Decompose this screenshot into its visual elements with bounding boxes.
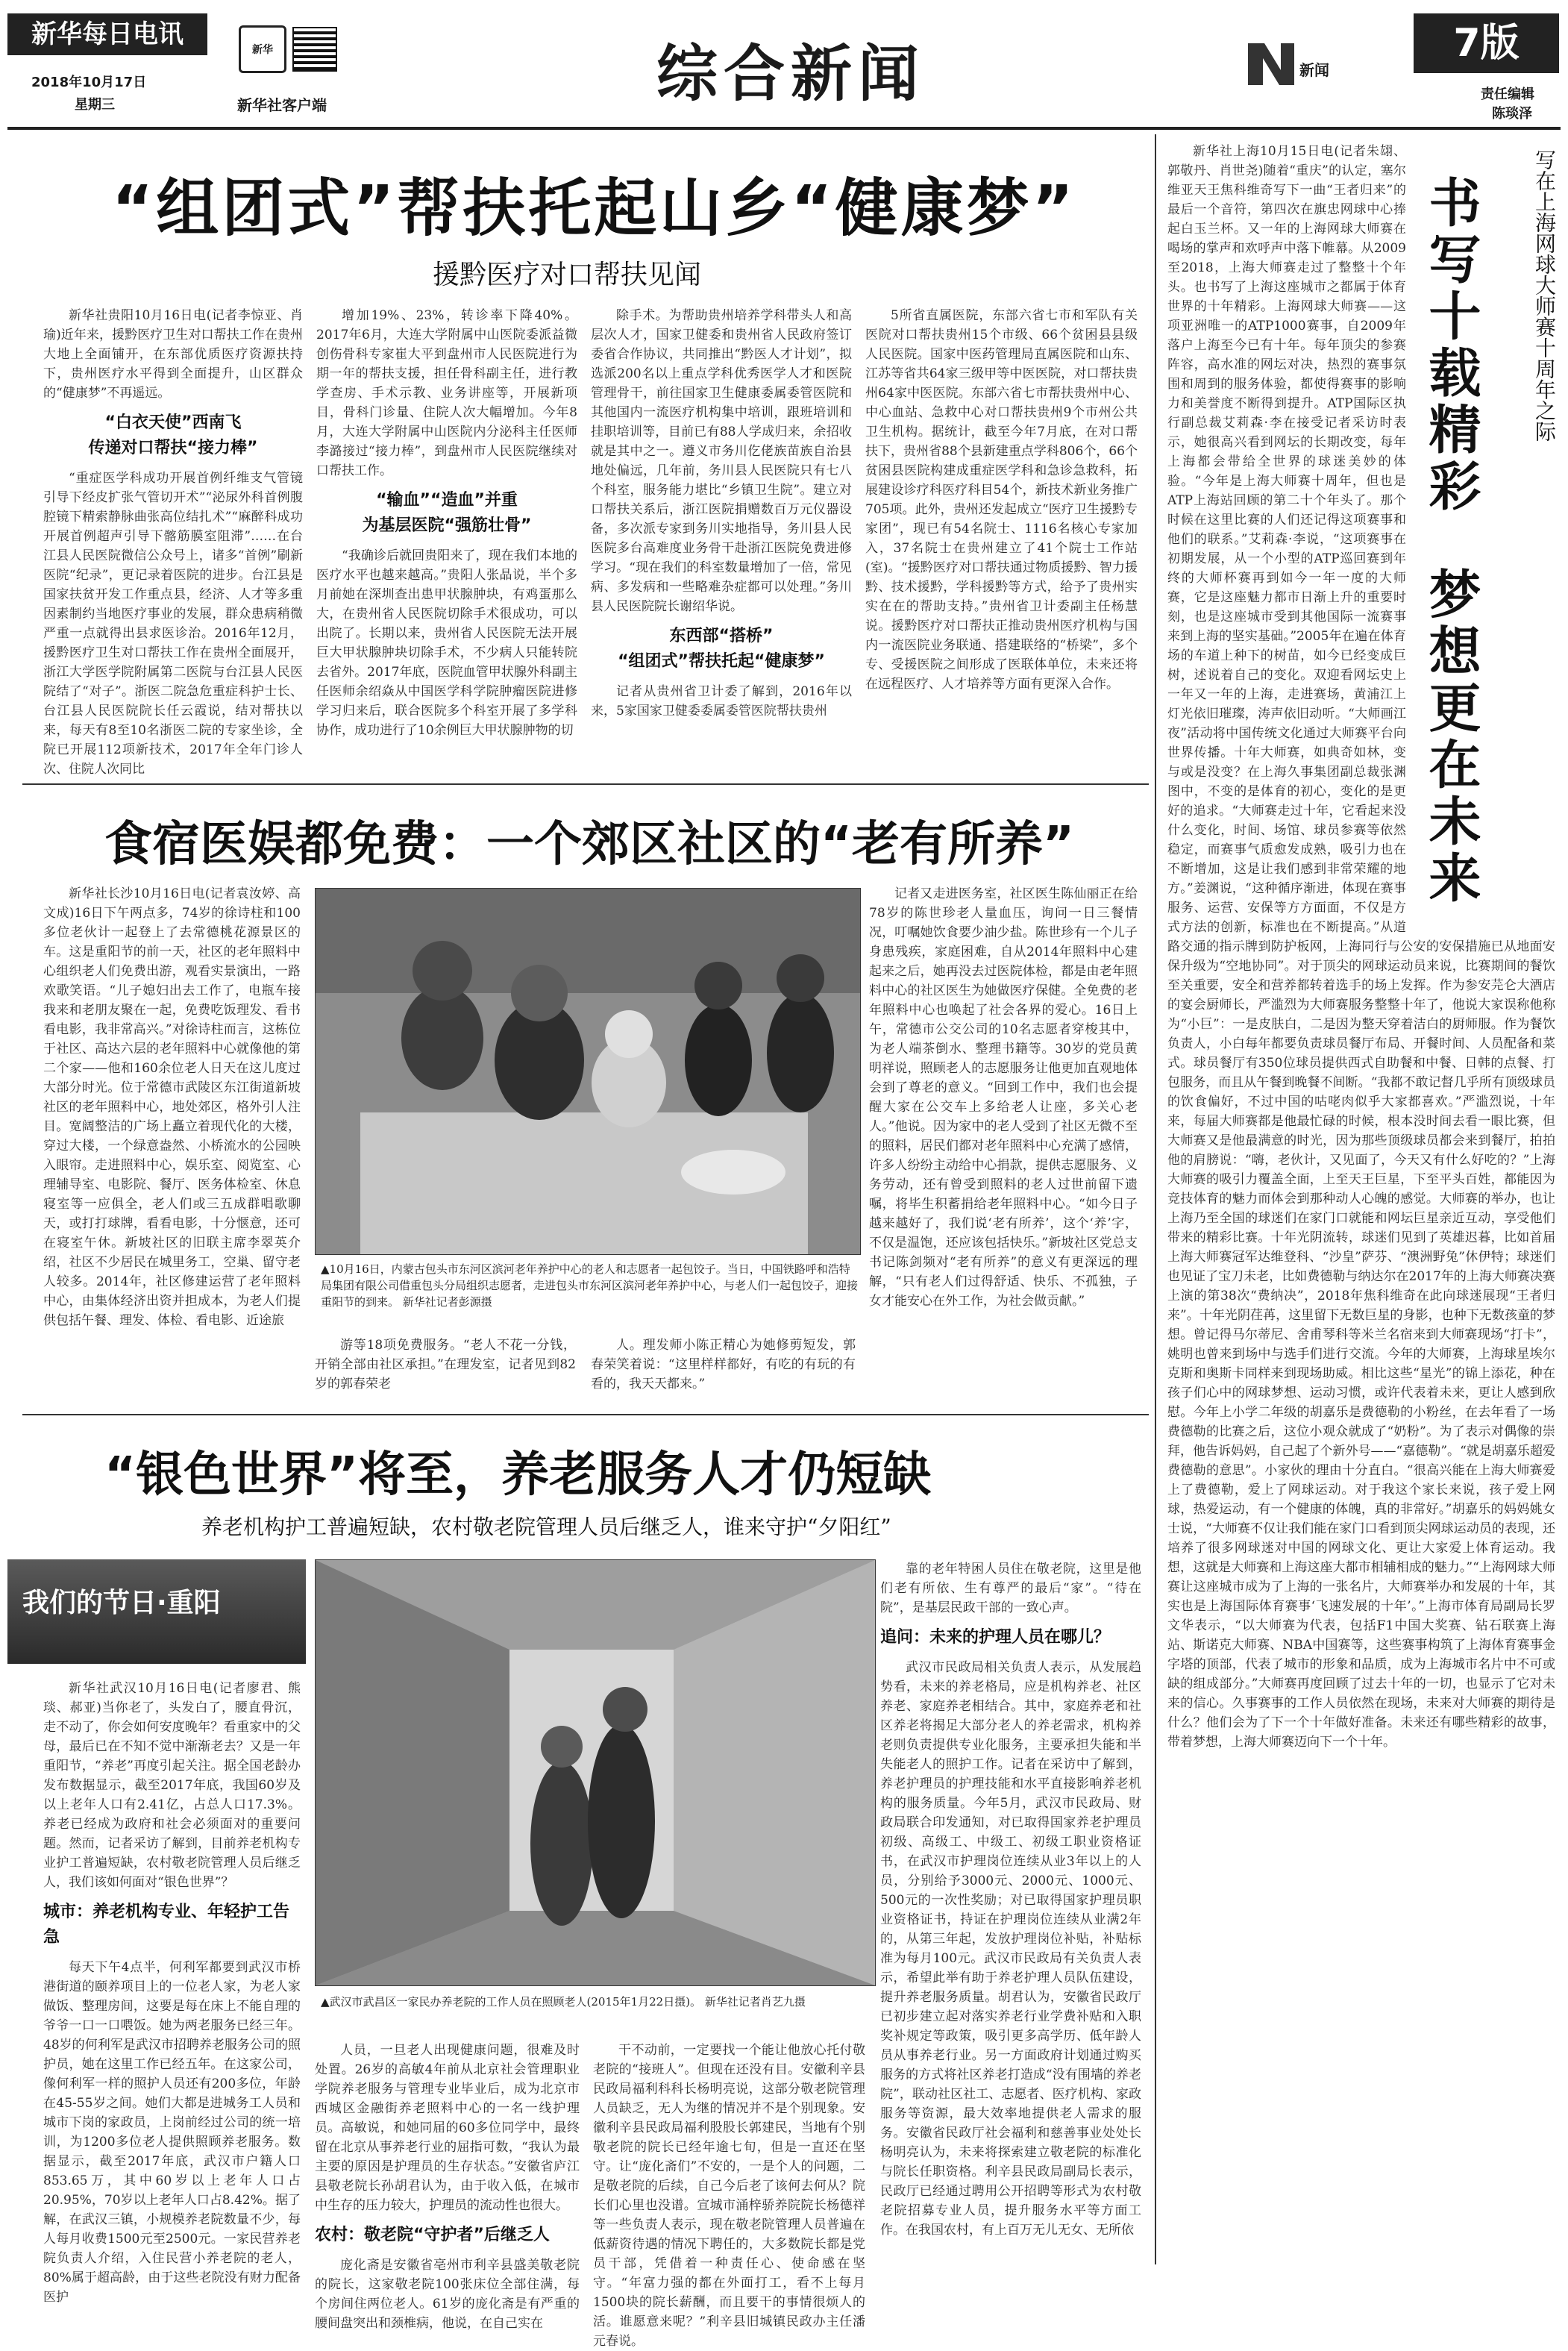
article2-col2 bbox=[315, 1336, 576, 1399]
article1-col2-body: 增加19%、23%，转诊率下降40%。2017年6月，大连大学附属中山医院委派益微创伤骨科专家崔大平到盘州市人民医院进行为期一年的帮扶支援，担任骨科副主任，进行教学查房、手术示教、业务讲座等，开展新项目，骨科门诊量、住院人次大幅增加。今年8月，大连大学附属中山医院内分泌科主任医师李潞接过“接力棒”，到盘州市人民医院继续对口帮扶工作。 bbox=[316, 308, 577, 478]
article3-subhead3: 追问：未来的护理人员在哪儿？ bbox=[880, 1628, 1111, 1647]
article1-col3-body: 除手术。为帮助贵州培养学科带头人和高层次人才，国家卫健委和贵州省人民政府签订委省合作协议，共同推出“黔医人才计划”，拟选派200名以上重点学科优秀医学人才和医院管理骨干，前往国家卫生健康委属委管医院和其他国内一流医疗机构集中培训，跟班培训和挂职培训等，目前已有88人学成归来，余招收就是其中之一。遵义市务川仡佬族苗族自治县地处偏远，几年前，务川县人民医院只有七八个科室，服务能力堪比“乡镇卫生院”。建立对口帮扶关系后，浙江医院捐赠数百万元仪器设备，多次派专家到务川实地指导，务川县人民医院多台高难度业务骨干赴浙江医院免费进修学习。“现在我们的科室数量增加了一倍，常见病、多发病和一些略难杂症都可以处理。”务川县人民医院院长谢绍华说。 bbox=[591, 308, 852, 614]
article1-divider bbox=[22, 783, 1149, 785]
article1-subhead3: 东西部“搭桥” “组团式”帮扶托起“健康梦” bbox=[618, 627, 825, 671]
article3-col3 bbox=[593, 2041, 865, 2349]
article3-col1-body: 每天下午4点半，何利军都要到武汉市桥港街道的颐养项目上的一位老人家，为老人家做饭、整理房间，这要是每在床上不能自理的爷爷一口一口喂饭。她为两老服务已经三年。48岁的何利军是武汉市招聘养老服务公司的照护员，她在这里工作已经五年。在这家公司，像何利军一样的照护人员还有200多位，年龄在45-55岁之间。她们大都是进城务工人员和城市下岗的家政员，上岗前经过公司的统一培训，为1200多位老人提供照顾养老服务。数据显示，截至2017年底，武汉市户籍人口853.65万，其中60岁以上老年人口占20.95%，70岁以上老年人口占8.42%。据了解，在武汉三镇，小规模养老院数量不少，每人每月收费1500元至2500元。一家民营养老院负责人介绍，入住民营小养老院的老人，80%属于超高龄，由于这些老院没有财力配备医护 bbox=[43, 1960, 301, 2305]
article1-col1-body: “重症医学科成功开展首例纤维支气管镜引导下经皮扩张气管切开术”“泌尿外科首例腹腔镜下精索静脉曲张高位结扎术”“麻醉科成功开展首例超声引导下髂筋膜室阻滞”……在台江县人民医院微信公众号上，诸多“首例”刷新医院“纪录”，更记录着医院的进步。台江县是国家扶贫开发工作重点县，经济、人才等多重因素制约当地医疗事业的发展，群众患病稍微严重一点就得出县求医诊治。2016年12月，援黔医疗卫生对口帮扶工作在贵州全面展开，浙江大学医学院附属第二医院与台江县人民医院结了“对子”。浙医二院急危重症科护士长、台江县人民医院院长任云霞说，结对帮扶以来，每天有8至10名浙医二院的专家坐诊，全院已开展112项新技术，2017年全年门诊人次、住院人次同比 bbox=[43, 471, 303, 777]
article1-subhead1: “白衣天使”西南飞 传递对口帮扶“接力棒” bbox=[88, 413, 258, 457]
article2-col3 bbox=[591, 1336, 856, 1399]
article2-col4 bbox=[869, 884, 1138, 1399]
article3-col3-body: 干不动前，一定要找一个能让他放心托付敬老院的“接班人”。但现在还没有目。安徽利辛县民政局福利科科长杨明亮说，这部分敬老院管理人员缺乏，无人为继的情况并不是个别现象。安徽利辛县民政局福利股股长郭建民，当地有个别敬老院的院长已经年逾七旬，但是一直还在坚守。让“庞化斋们”不安的，一是个人的问题，二是敬老院的后续，自己今后老了该何去何从？院长们心里也没谱。宣城市涌梓骄养院院长杨德祥等一些负责人表示，现在敬老院管理人员普遍在低薪资待遇的情况下聘任的，大多数院长都是党员干部，凭借着一种责任心、使命感在坚守。“年富力强的都在外面打工，看不上每月1500块的院长薪酬，而且要干的事情很烦人的活。谁愿意来呢？”利辛县旧城镇民政办主任潘元春说。 bbox=[593, 2043, 865, 2349]
article3-col1 bbox=[43, 1679, 301, 2305]
article1-col3-body2: 记者从贵州省卫计委了解到，2016年以来，5家国家卫健委委属委管医院帮扶贵州 bbox=[591, 684, 852, 719]
article4-body-text: 新华社上海10月15日电(记者朱翃、郭敬丹、肖世尧)随着“重庆”的认定，塞尔维亚天王焦科维奇写下一曲“王者归来”的最后一个音符，第四次在旗忠网球中心捧起白玉兰杯。又一年的上海网球大师赛在喝场的掌声和欢呼声中落下帷幕。从2009至2018，上海大师赛走过了整整十个年头。也书写了上海这座城市之都属于体育世界的十年精彩。上海网球大师赛——这项亚洲唯一的ATP1000赛事，自2009年落户上海至今已有十年。每年顶尖的参赛阵容，高水准的网坛对决，热烈的赛事氛围和周到的服务体验，都使得赛事的影响力和美誉度不断得到提升。ATP国际区执行副总裁艾莉森·李在接受记者采访时表示，她很高兴看到网坛的长期改变，每年上海都会带给全世界的球迷美妙的体验。“今年是上海大师赛十周年，但也是ATP上海站回顾的第二十个年头了。那个时候在这里比赛的人们还记得这项赛事和他们的联系。”艾莉森·李说，“这项赛事在初期发展，从一个小型的ATP巡回赛到年终的大师杯赛再到如今一年一度的大师赛，它是这座魅力都市日渐上升的重要时刻，也是这座城市受到其他国际一流赛事来到上海的坚实基础。”2005年在遍在体育场的车道上种下的树苗，如今已经变成巨树，述说着自己的变化。双迎看网坛史上一年又一年的上海，走进赛场，黄浦江上灯光依旧璀璨，涛声依旧动听。“大师画江夜”活动将中国传统文化通过大师赛平台向世界传播。十年大师赛，如典奇如林，变与或是没变？在上海久事集团副总裁张渊图中，不变的是体育的初心，变化的是更好的追求。“大师赛走过十年，它看起来没什么变化，时间、场馆、球员参赛等依然稳定，而赛事气质愈发成熟，吸引力也在不断增加，这是让我们感到非常荣耀的地方。”姜渊说，“这种循序渐进，体现在赛事服务、运营、安保等方方面面，不仅是方式方法的创新，标准也在不断提高。”从道路交通的指示牌到防护板网，上海同行与公安的安保措施已从地面安保升级为“空地协同”。对于顶尖的网球运动员来说，比赛期间的餐饮至关重要，安全和营养都转着选手的场上发挥。作为参安芫仑大酒店的宴会厨师长，严滥烈为大师赛服务整整十年了，他说大家误称他称为“小巨”：一是皮肤白，二是因为整天穿着洁白的厨师服。作为餐饮负责人，小白每年都要负责球员餐厅布局、开餐时间、人员配备和菜式。球员餐厅有350位球员提供西式自助餐和中餐、日韩的点餐、打包服务，而且从午餐到晚餐不间断。“我都不敢记督几乎所有顶级球员的饮食偏好，不过中国的咕咾肉似乎大家都喜欢。”严滥烈说，十年来，每届大师赛都是他最忙碌的时候，根本没时间去看一眼比赛，但大师赛又是他最满意的时光，因为那些顶级球员都会来到餐厅，拍拍他的肩膀说：“嗨，老伙计，又见面了，今天又有什么好吃的？”上海大师赛的吸引力覆盖全面，上至天王巨星，下至平头百姓，都能因为竞技体育的魅力而体会到那种动人心魄的感觉。大师赛的举办，也让上海乃至全国的球迷们在家门口就能和网坛巨星亲近互动，享受他们带来的精彩比赛。十年光阴流转，球迷们见到了英雄迟暮，比如首届上海大师赛冠军达维登科、“沙皇”萨芬、“澳洲野兔”休伊特；球迷们也见证了宝刀未老，比如费德勒与纳达尔在2017年的上海大师赛决赛上演的第38次“费纳决”，2018年焦科维奇在此向球迷展现“王者归来”。十年光阴荏苒，这里留下无数巨星的身影，也种下无数孩童的梦想。曾记得马尔蒂尼、舍甫琴科等米兰名宿来到大师赛现场“打卡”，姚明也曾来到场中与选手们进行交流。今年的大师赛，上海球星埃尔克斯和奥斯卡同样来到现场助威。相比这些“星光”的锦上添花，种在孩子们心中的网球梦想、运动习惯，或许代表着未来，更让人感到欣慰。今年上小学二年级的胡嘉乐是费德勒的小粉丝，在去年看了一场费德勒的比赛之后，这位小观众就成了“奶粉”。为了表示对偶像的崇拜，他告诉妈妈，自己起了个新外号——“嘉德勒”。“就是胡嘉乐超爱费德勒的意思”。小家伙的理由十分直白。“很高兴能在上海大师赛爱上了费德勒，爱上了网球运动。对于我这个家长来说，孩子爱上网球，热爱运动，有一个健康的体魄，真的非常好。”胡嘉乐的妈妈姚女士说，“大师赛不仅让我们能在家门口看到顶尖网球运动员的表现，还培养了很多网球迷对中国的网球文化、更让大家爱上体育运动。我想，这就是大师赛和上海这座大都市相辅相成的魅力。”“上海网球大师赛让这座城市成为了上海的一张名片，大师赛举办和发展的十年，其实也是上海国际体育赛事‘飞速发展的十年’。”上海市体育局副局长罗文华表示，“以大师赛为代表，包括F1中国大奖赛、钻石联赛上海站、斯诺克大师赛、NBA中国赛等，这些赛事构筑了上海体育赛事金字塔的顶部，代表了城市的形象和品质，成为上海城市名片中不可或缺的组成部分。”大师赛再度回顾了过去十年的一切，也显示了它对未来的信心。久事赛事的工作人员依然在现场，未来对大师赛的期待是什么？他们会为了下一个十年做好准备。未来还有哪些精彩的故事，带着梦想，上海大师赛迈向下一个十年。 bbox=[1167, 144, 1555, 1750]
article2-divider bbox=[22, 1414, 1149, 1415]
article2-title: 食宿医娱都免费：一个郊区社区的“老有所养” bbox=[104, 817, 1075, 872]
client-label: 新华社客户端 bbox=[237, 96, 327, 114]
dumpling-photo-art bbox=[316, 889, 860, 1254]
article4-body-text-wrap bbox=[1406, 142, 1555, 925]
issue-weekday: 星期三 bbox=[75, 97, 115, 113]
article2-col2-body: 游等18项免费服务。“老人不花一分钱，开销全部由社区承担。”在理发室，记者见到82岁的郭春荣老 bbox=[315, 1338, 576, 1391]
masthead-rule bbox=[7, 127, 1561, 130]
festival-banner-text: 我们的节日·重阳 bbox=[22, 1588, 221, 1618]
article1-col3 bbox=[591, 306, 852, 768]
article4-title-part2: 梦想更在未来 bbox=[1420, 567, 1481, 907]
article3-col4-body: 靠的老年特困人员住在敬老院，这里是他们老有所依、生有尊严的最后“家”。“待在院”，是基层民政干部的一致心声。 bbox=[880, 1562, 1141, 1615]
issue-date: 2018年10月17日 bbox=[31, 75, 147, 90]
news-logo-icon bbox=[1242, 33, 1302, 93]
editor-name: 陈琰泽 bbox=[1492, 106, 1532, 122]
article3-subtitle: 养老机构护工普遍短缺，农村敬老院管理人员后继乏人，谁来守护“夕阳红” bbox=[201, 1515, 891, 1539]
dumpling-photo bbox=[315, 888, 861, 1255]
article1-col1 bbox=[43, 306, 303, 777]
right-column-divider bbox=[1155, 134, 1156, 2264]
masthead bbox=[0, 0, 1568, 131]
nursing-home-photo bbox=[315, 1559, 876, 1986]
dumpling-caption: ▲10月16日，内蒙古包头市东河区滨河老年养护中心的老人和志愿者一起包饺子。当日，中国铁路呼和浩特局集团有限公司借重包头分局组织志愿者，走进包头市东河区滨河老年养护中心，与老人们一起包饺子，迎接重阳节的到来。 新华社记者彭源摄 bbox=[321, 1262, 859, 1309]
article1-col2 bbox=[316, 306, 577, 768]
article3-col4-body2: 武汉市民政局相关负责人表示，从发展趋势看，未来的养老格局，应是机构养老、社区养老、家庭养老相结合。其中，家庭养老和社区养老将揭足大部分老人的养老需求，机构养老则负责提供专业化服务，主要承担失能和半失能老人的照护工作。记者在采访中了解到，养老护理员的护理技能和水平直接影响养老机构的服务质量。今年5月，武汉市民政局、财政局联合印发通知，对已取得国家养老护理员初级、高级工、中级工、初级工职业资格证书，在武汉市护理岗位连续从业3年以上的人员，分别给予3000元、2000元、1000元、500元的一次性奖励；对已取得国家护理员职业资格证书，持证在护理岗位连续从业满2年的，从第三年起，发放护理岗位补贴，补贴标准为每月100元。武汉市民政局有关负责人表示，希望此举有助于养老护理人员队伍建设，提升养老服务质量。胡君认为，安徽省民政厅已初步建立起对落实养老行业学费补贴和入职奖补规定等政策，吸引更多高学历、低年龄人员从事养老行业。另一方面政府计划通过购买服务的方式将社区养老打造成“没有围墙的养老院”，联动社区社工、志愿者、医疗机构、家政服务等资源，最大效率地提供老人需求的服务。安徽省民政厅社会福利和慈善事业处处长杨明亮认为，未来将探索建立敬老院的标准化与院长任职资格。利辛县民政局副局长表示，民政厅已经通过聘用公开招聘等形式为农村敬老院招募专业人员，提升服务水平等方面工作。在我国农村，有上百万无儿无女、无所依 bbox=[880, 1660, 1141, 2238]
article4-kicker: 写在上海网球大师赛十周年之际 bbox=[1532, 149, 1557, 442]
article2-col1-body: 新华社长沙10月16日电(记者袁汝婷、高文成)16日下午两点多，74岁的徐诗柱和100多位老伙计一起登上了去常德桃花源景区的车。这是重阳节的前一天，社区的老年照料中心组织老人们免费出游，观看实景演出，一路欢歌笑语。“儿子媳妇出去工作了，电瓶车接我来和老朋友聚在一起，免费吃饭理发、看书看电影，我非常高兴。”对徐诗柱而言，这栋位于社区、高达六层的老年照料中心就像他的第二个家——他和160余位老人日天在这儿度过大部分时光。位于常德市武陵区东江街道新坡社区的老年照料中心，地处郊区，格外引人注目。宽阔整洁的广场上矗立着现代化的大楼，穿过大楼，一个绿意盎然、小桥流水的公园映入眼帘。走进照料中心，娱乐室、阅览室、心理辅导室、电影院、餐厅、医务体检室、休息寝室等一应俱全，老人们或三五成群唱歌聊天，或打打球牌，看看电影，十分惬意，还可在寝室午休。新坡社区的旧联主席李翠英介绍，社区不少居民在城里务工，空巢、留守老人较多。2014年，社区修建运营了老年照料中心，由集体经济出资并担成本，为老人们提供包括午餐、理发、体检、看电影、近途旅 bbox=[43, 886, 301, 1328]
page-number: 7版 bbox=[1414, 13, 1559, 73]
article3-lead: 新华社武汉10月16日电(记者廖君、熊琰、郝亚)当你老了，头发白了，腰直骨沉，走不动了，你会如何安度晚年？看重家中的父母，最后已在不知不觉中渐渐老去？又是一年重阳节，“养老”再度引起关注。据全国老龄办发布数据显示，截至2017年底，我国60岁及以上老年人口有2.41亿，占总人口17.3%。养老已经成为政府和社会必须面对的重要问题。然而，记者采访了解到，目前养老机构专业护工普遍短缺，农村敬老院管理人员后继乏人，我们该如何面对“银色世界”？ bbox=[43, 1681, 301, 1890]
article1-title: “组团式”帮扶托起山乡“健康梦” bbox=[112, 172, 1076, 245]
article1-subtitle: 援黔医疗对口帮扶见闻 bbox=[433, 260, 702, 290]
article3-subhead2: 农村：敬老院“守护者”后继乏人 bbox=[315, 2226, 550, 2244]
article2-col4-body: 记者又走进医务室，社区医生陈仙丽正在给78岁的陈世珍老人量血压，询问一日三餐情况，叮嘱她饮食要少油少盐。陈世珍有一个儿子身患残疾，家庭困难，自从2014年照料中心建起来之后，她再没去过医院体检，都是由老年照料中心的社区医生为她做医疗保健。全免费的老年照料中心也唤起了社会各界的爱心。16日上午，常德市公交公司的10名志愿者穿梭其中，为老人端茶倒水、整理书籍等。30岁的党员黄明祥说，照顾老人的志愿服务让他更加直观地体会到了尊老的意义。“回到工作中，我们也会提醒大家在公交车上多给老人让座，多关心老人。”他说。因为家中的老人受到了社区无微不至的照料，居民们都对老年照料中心充满了感情，许多人纷纷主动给中心捐款，提供志愿服务、义务劳动，还有曾受到照料的老人过世前留下遗嘱，将毕生积蓄捐给老年照料中心。“如今日子越来越好了，我们说‘老有所养’，这个‘养’字，不仅是温饱，还应该包括快乐。”新坡社区党总支书记陈剑频对“老有所养”的意义有更深远的理解，“只有老人们过得舒适、快乐、不孤独，子女才能安心在外工作，为社会做贡献。” bbox=[869, 886, 1138, 1309]
article4-body bbox=[1167, 142, 1555, 2264]
article3-col4 bbox=[880, 1559, 1141, 2268]
article1-col4 bbox=[865, 306, 1138, 768]
article2-col3-body: 人。理发师小陈正精心为她修剪短发，郭春荣笑着说：“这里样样都好，有吃的有玩的有看的，我天天都来。” bbox=[591, 1338, 856, 1391]
article3-title: “银色世界”将至，养老服务人才仍短缺 bbox=[104, 1447, 932, 1503]
xinhua-logo-icon: 新华 bbox=[239, 25, 286, 73]
article2-col1 bbox=[43, 884, 301, 1399]
editor-label: 责任编辑 bbox=[1481, 87, 1534, 102]
article4-title-part1: 书写十载精彩 bbox=[1420, 175, 1481, 516]
article3-subhead1: 城市：养老机构专业、年轻护工告急 bbox=[43, 1903, 290, 1947]
article1-lead: 新华社贵阳10月16日电(记者李惊亚、肖瑜)近年来，援黔医疗卫生对口帮扶工作在贵州大地上全面铺开，在东部优质医疗资源扶持下，贵州医疗水平得到全面提升，山区群众的“健康梦”不再遥远。 bbox=[43, 308, 303, 401]
article3-col2-body: 人员，一旦老人出现健康问题，很难及时处置。26岁的高敏4年前从北京社会管理职业学院养老服务与管理专业毕业后，成为北京市西城区金融街养老照料中心的一名一线护理员。高敏说，和她同届的60多位同学中，最终留在北京从事养老行业的屈指可数，“我认为最主要的原因是护理员的生存状态。”安徽省庐江县敬老院长孙胡君认为，由于收入低，在城市中生存的压力较大，护理员的流动性也很大。 bbox=[315, 2043, 580, 2213]
article1-col4-body: 5所省直属医院，东部六省七市和军队有关医院对口帮扶贵州15个市级、66个贫困县县级人民医院。国家中医药管理局直属医院和山东、江苏等省共64家三级甲等中医医院，对口帮扶贵州64家中医医院。东部六省七市帮扶贵州中心、中心血站、急救中心对口帮扶贵州9个市州公共卫生机构。据统计，截至今年7月底，在对口帮扶下，贵州省88个县新建重点学科806个，66个贫困县医院构建成重症医学科和急诊急救科，拓展建设诊疗科医疗科目54个，新技术新业务推广705项。此外，贵州还发起成立“医疗卫生援黔专家团”，现已有54名院士、1116名核心专家加入，37名院士在贵州建立了41个院士工作站(室)。“援黔医疗对口帮扶通过物质援黔、智力援黔、技术援黔，学科援黔等方式，给予了贵州实实在在的帮助支持。”贵州省卫计委副主任杨慧说。援黔医疗对口帮扶正推动贵州医疗机构与国内一流医院业务联通、搭建联络的“桥梁”，多个专、受援医院之间形成了医联体单位，未来还将在远程医疗、人才培养等方面有更深入合作。 bbox=[865, 308, 1138, 692]
festival-banner bbox=[7, 1559, 306, 1664]
article1-col2-body2: “我确诊后就回贵阳来了，现在我们本地的医疗水平也越来越高。”贵阳人张晶说，半个多月前她在深圳查出患甲状腺肿块，有鸡蛋那么大，在贵州省人民医院切除手术很成功，可以出院了。长期以来，贵州省人民医院无法开展巨大甲状腺肿块切除手术，不少病人只能转院去省外。2017年底，医院血管甲状腺外科副主任医师余绍焱从中国医学科学院肿瘤医院进修学习归来后，联合医院多个科室开展了多学科协作，成功进行了10余例巨大甲状腺肿物的切 bbox=[316, 548, 577, 738]
news-logo-text: 新闻 bbox=[1299, 61, 1329, 79]
nursing-home-caption: ▲武汉市武昌区一家民办养老院的工作人员在照顾老人(2015年1月22日摄)。 新华社记者肖艺九摄 bbox=[321, 1995, 806, 2009]
article3-col2-body2: 庞化斋是安徽省亳州市利辛县盛美敬老院的院长，这家敬老院100张床位全部住满，每个房间住两位老人。61岁的庞化斋是有严重的腰间盘突出和颈椎病，他说，在自己实在 bbox=[315, 2258, 580, 2331]
article3-col2 bbox=[315, 2041, 580, 2331]
paper-name-box: 新华每日电讯 bbox=[7, 13, 207, 55]
qr-code-icon bbox=[292, 27, 337, 72]
section-title: 综合新闻 bbox=[656, 38, 926, 110]
article1-subhead2: “输血”“造血”并重 为基层医院“强筋壮骨” bbox=[362, 491, 532, 535]
nursing-home-photo-art bbox=[316, 1560, 875, 1985]
